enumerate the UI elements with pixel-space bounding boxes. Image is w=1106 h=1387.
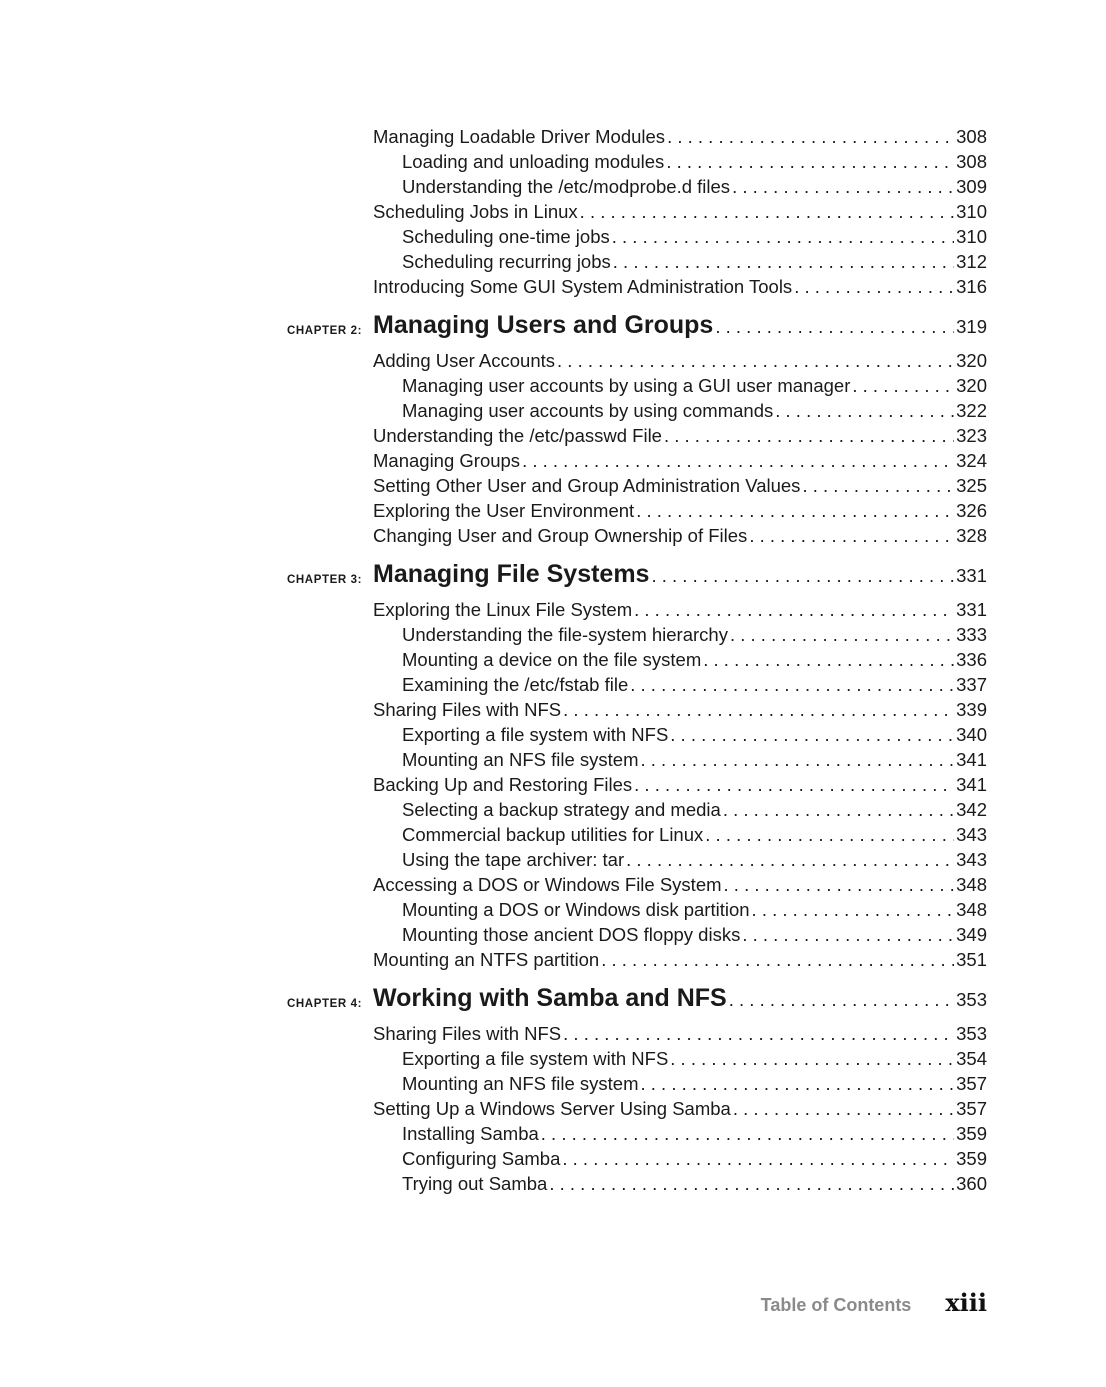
toc-subentry[interactable]: [402, 1046, 987, 1071]
chapter-title: Managing Users and Groups: [373, 311, 714, 339]
entry-title: Sharing Files with NFS: [373, 1023, 562, 1044]
entry-title: Mounting a DOS or Windows disk partition: [402, 899, 750, 920]
entry-page-number: 310: [956, 201, 987, 222]
dot-leader: [732, 174, 954, 199]
dot-leader: [715, 304, 954, 349]
toc-subentry[interactable]: [402, 373, 987, 398]
toc-subentry[interactable]: [402, 672, 987, 697]
entry-page-number: 308: [956, 126, 987, 147]
entry-page-number: 340: [956, 724, 987, 745]
entry-title: Exploring the Linux File System: [373, 599, 633, 620]
chapter-heading[interactable]: [287, 552, 987, 597]
entry-title: Accessing a DOS or Windows File System: [373, 874, 722, 895]
toc-subentry[interactable]: [402, 1071, 987, 1096]
toc-subentry[interactable]: [402, 249, 987, 274]
entry-page-number: 341: [956, 774, 987, 795]
toc-entry[interactable]: [373, 1096, 987, 1121]
chapter-heading[interactable]: [287, 976, 987, 1021]
dot-leader: [670, 1046, 954, 1071]
toc-subentry[interactable]: [402, 922, 987, 947]
toc-subentry[interactable]: [402, 1121, 987, 1146]
dot-leader: [703, 647, 954, 672]
dot-leader: [664, 423, 954, 448]
entry-page-number: 339: [956, 699, 987, 720]
entry-page-number: 341: [956, 749, 987, 770]
entry-title: Exploring the User Environment: [373, 500, 635, 521]
toc-entry[interactable]: [373, 473, 987, 498]
toc-section: [0, 303, 1106, 548]
entry-page-number: 353: [956, 1023, 987, 1044]
dot-leader: [522, 448, 954, 473]
entry-page-number: 324: [956, 450, 987, 471]
entry-title: Managing Loadable Driver Modules: [373, 126, 666, 147]
dot-leader: [563, 697, 954, 722]
dot-leader: [742, 922, 954, 947]
dot-leader: [634, 597, 954, 622]
toc-subentry[interactable]: [402, 398, 987, 423]
toc-subentry[interactable]: [402, 1171, 987, 1196]
dot-leader: [730, 622, 954, 647]
toc-subentry[interactable]: [402, 149, 987, 174]
entry-title: Changing User and Group Ownership of Files: [373, 525, 748, 546]
entry-title: Sharing Files with NFS: [373, 699, 562, 720]
dot-leader: [729, 977, 954, 1022]
dot-leader: [723, 797, 954, 822]
entry-title: Commercial backup utilities for Linux: [402, 824, 704, 845]
dot-leader: [640, 747, 954, 772]
toc-section: [0, 976, 1106, 1196]
toc-entry[interactable]: [373, 423, 987, 448]
entry-page-number: 337: [956, 674, 987, 695]
toc-subentry[interactable]: [402, 897, 987, 922]
entry-page-number: 360: [956, 1173, 987, 1194]
footer-page-number: xiii: [945, 1288, 987, 1317]
entry-title: Mounting an NTFS partition: [373, 949, 600, 970]
entry-title: Using the tape archiver: tar: [402, 849, 625, 870]
toc-entry[interactable]: [373, 597, 987, 622]
chapter-label: CHAPTER 3:: [287, 574, 363, 586]
dot-leader: [749, 523, 954, 548]
chapter-title: Working with Samba and NFS: [373, 984, 727, 1012]
entry-page-number: 354: [956, 1048, 987, 1069]
dot-leader: [612, 224, 954, 249]
entry-title: Setting Other User and Group Administration Values: [373, 475, 801, 496]
entry-page-number: 359: [956, 1123, 987, 1144]
toc-subentry[interactable]: [402, 174, 987, 199]
entry-title: Understanding the file-system hierarchy: [402, 624, 728, 645]
entry-title: Managing user accounts by using commands: [402, 400, 774, 421]
dot-leader: [636, 498, 954, 523]
dot-leader: [651, 553, 954, 598]
dot-leader: [626, 847, 954, 872]
dot-leader: [775, 398, 954, 423]
entry-title: Managing user accounts by using a GUI user manager: [402, 375, 851, 396]
entry-title: Mounting an NFS file system: [402, 749, 639, 770]
entry-page-number: 316: [956, 276, 987, 297]
dot-leader: [557, 348, 954, 373]
entry-page-number: 312: [956, 251, 987, 272]
toc-subentry[interactable]: [402, 1146, 987, 1171]
entry-title: Setting Up a Windows Server Using Samba: [373, 1098, 731, 1119]
dot-leader: [613, 249, 954, 274]
dot-leader: [802, 473, 954, 498]
entry-page-number: 336: [956, 649, 987, 670]
entry-page-number: 323: [956, 425, 987, 446]
entry-page-number: 309: [956, 176, 987, 197]
entry-page-number: 325: [956, 475, 987, 496]
page-footer: [761, 1288, 987, 1317]
chapter-page-number: 353: [956, 989, 987, 1010]
chapter-page-number: 331: [956, 565, 987, 586]
toc-entry[interactable]: [373, 872, 987, 897]
entry-title: Adding User Accounts: [373, 350, 556, 371]
toc-entry[interactable]: [373, 523, 987, 548]
entry-page-number: 348: [956, 874, 987, 895]
toc-subentry[interactable]: [402, 747, 987, 772]
toc-subentry[interactable]: [402, 797, 987, 822]
toc-subentry[interactable]: [402, 822, 987, 847]
entry-title: Exporting a file system with NFS: [402, 1048, 669, 1069]
entry-page-number: 359: [956, 1148, 987, 1169]
toc-entry[interactable]: [373, 448, 987, 473]
toc-entry[interactable]: [373, 772, 987, 797]
entry-page-number: 308: [956, 151, 987, 172]
toc-entry[interactable]: [373, 1021, 987, 1046]
toc-subentry[interactable]: [402, 647, 987, 672]
entry-title: Scheduling Jobs in Linux: [373, 201, 578, 222]
chapter-label: CHAPTER 4:: [287, 998, 363, 1010]
dot-leader: [667, 124, 954, 149]
dot-leader: [670, 722, 954, 747]
toc-entry[interactable]: [373, 498, 987, 523]
dot-leader: [580, 199, 954, 224]
entry-title: Examining the /etc/fstab file: [402, 674, 629, 695]
entry-page-number: 343: [956, 849, 987, 870]
entry-page-number: 322: [956, 400, 987, 421]
toc-subentry[interactable]: [402, 722, 987, 747]
dot-leader: [752, 897, 955, 922]
entry-title: Understanding the /etc/passwd File: [373, 425, 662, 446]
entry-title: Managing Groups: [373, 450, 521, 471]
dot-leader: [562, 1146, 954, 1171]
entry-page-number: 326: [956, 500, 987, 521]
entry-page-number: 357: [956, 1073, 987, 1094]
dot-leader: [724, 872, 955, 897]
entry-page-number: 351: [956, 949, 987, 970]
dot-leader: [630, 672, 954, 697]
dot-leader: [541, 1121, 954, 1146]
entry-page-number: 349: [956, 924, 987, 945]
toc-entry[interactable]: [373, 947, 987, 972]
dot-leader: [640, 1071, 954, 1096]
dot-leader: [852, 373, 954, 398]
toc-entry[interactable]: [373, 697, 987, 722]
dot-leader: [563, 1021, 954, 1046]
entry-title: Mounting those ancient DOS floppy disks: [402, 924, 741, 945]
toc-entry[interactable]: [373, 274, 987, 299]
entry-title: Scheduling recurring jobs: [402, 251, 611, 272]
entry-title: Trying out Samba: [402, 1173, 548, 1194]
entry-title: Loading and unloading modules: [402, 151, 665, 172]
entry-title: Mounting a device on the file system: [402, 649, 702, 670]
toc-subentry[interactable]: [402, 622, 987, 647]
entry-title: Mounting an NFS file system: [402, 1073, 639, 1094]
entry-title: Exporting a file system with NFS: [402, 724, 669, 745]
chapter-heading[interactable]: [287, 303, 987, 348]
toc-section: [0, 552, 1106, 972]
entry-title: Selecting a backup strategy and media: [402, 799, 721, 820]
entry-title: Backing Up and Restoring Files: [373, 774, 633, 795]
entry-page-number: 320: [956, 350, 987, 371]
dot-leader: [549, 1171, 954, 1196]
chapter-label: CHAPTER 2:: [287, 325, 363, 337]
entry-page-number: 333: [956, 624, 987, 645]
dot-leader: [666, 149, 954, 174]
toc-subentry[interactable]: [402, 224, 987, 249]
entry-page-number: 357: [956, 1098, 987, 1119]
entry-page-number: 348: [956, 899, 987, 920]
toc-subentry[interactable]: [402, 847, 987, 872]
table-of-contents: [0, 124, 1106, 1196]
dot-leader: [634, 772, 954, 797]
chapter-title: Managing File Systems: [373, 560, 650, 588]
toc-entry[interactable]: [373, 348, 987, 373]
footer-section-label: Table of Contents: [760, 1295, 912, 1315]
entry-title: Scheduling one-time jobs: [402, 226, 610, 247]
entry-title: Configuring Samba: [402, 1148, 561, 1169]
entry-page-number: 331: [956, 599, 987, 620]
entry-page-number: 310: [956, 226, 987, 247]
entry-page-number: 328: [956, 525, 987, 546]
toc-entry[interactable]: [373, 124, 987, 149]
chapter-page-number: 319: [956, 316, 987, 337]
entry-title: Understanding the /etc/modprobe.d files: [402, 176, 731, 197]
entry-page-number: 343: [956, 824, 987, 845]
dot-leader: [601, 947, 954, 972]
toc-entry[interactable]: [373, 199, 987, 224]
dot-leader: [794, 274, 954, 299]
entry-title: Installing Samba: [402, 1123, 539, 1144]
entry-page-number: 342: [956, 799, 987, 820]
dot-leader: [705, 822, 954, 847]
toc-section: [0, 124, 1106, 299]
dot-leader: [733, 1096, 954, 1121]
entry-title: Introducing Some GUI System Administration Tools: [373, 276, 793, 297]
entry-page-number: 320: [956, 375, 987, 396]
